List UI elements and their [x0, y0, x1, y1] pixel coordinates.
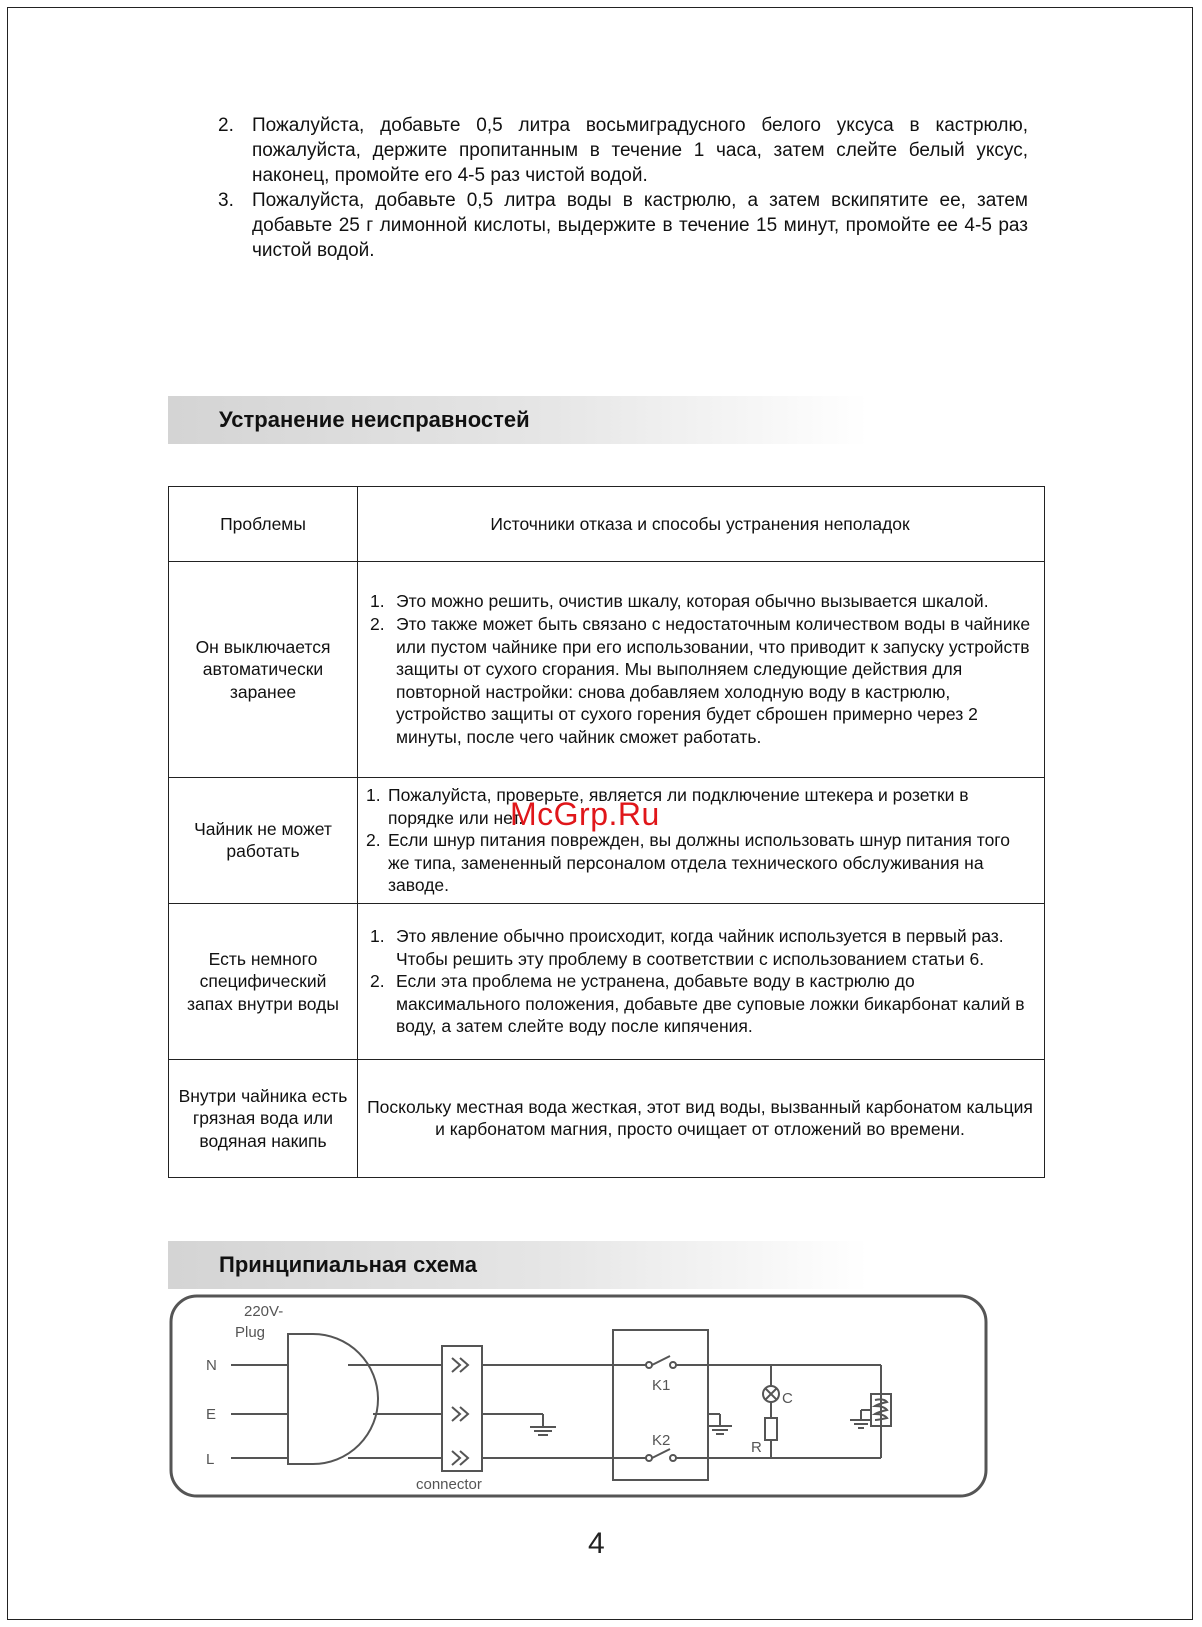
solution-item: 2. Это также может быть связано с недостаточным количеством воды в чайнике или пустом чайнике при его использовании, что приводит к запуску устройств защиты от сухого сгорания. Мы выполняем следующие действия для повторной настройки: снова добавляем холодную воду в кастрюлю, устройство защиты от сухого горения будет сброшен примерно через 2 минуты, после чего чайник сможет работать. [370, 614, 1031, 747]
header-solution: Источники отказа и способы устранения неполадок [358, 487, 1045, 562]
problem-cell: Есть немного специфический запах внутри воды [169, 903, 358, 1059]
label-c: C [782, 1390, 793, 1407]
intro-step: 2. Пожалуйста, добавьте 0,5 литра восьмиградусного белого уксуса в кастрюлю, пожалуйста, держите пропитанным в течение 1 часа, затем слейте белый уксус, наконец, промойте его 4-5 раз чистой водой. [218, 115, 1028, 186]
label-n: N [206, 1357, 217, 1374]
circuit-diagram [168, 1290, 998, 1510]
problem-cell: Чайник не может работать [169, 778, 358, 904]
resistor [765, 1418, 777, 1440]
label-connector: connector [416, 1476, 482, 1493]
problem-cell: Внутри чайника есть грязная вода или водяная накипь [169, 1059, 358, 1177]
problem-cell: Он выключается автоматически заранее [169, 562, 358, 778]
label-e: E [206, 1406, 217, 1423]
label-k2: K2 [652, 1432, 671, 1449]
table-header-row [169, 487, 1045, 562]
solution-item: 2. Если шнур питания поврежден, вы должны использовать шнур питания того же типа, замененный персоналом отдела технического обслуживания на заводе. [366, 830, 1011, 896]
page-number: 4 [588, 1527, 605, 1560]
diagram-frame [171, 1296, 986, 1496]
label-l: L [206, 1451, 215, 1468]
solution-cell: Поскольку местная вода жесткая, этот вид воды, вызванный карбонатом кальция и карбонатом магния, просто очищает от отложений во времени. [358, 1059, 1045, 1177]
intro-step-text: Пожалуйста, добавьте 0,5 литра восьмиградусного белого уксуса в кастрюлю, пожалуйста, держите пропитанным в течение 1 часа, затем слейте белый уксус, наконец, промойте его 4-5 раз чистой водой. [252, 115, 1028, 186]
troubleshooting-header [168, 396, 868, 444]
label-k1: K1 [652, 1377, 671, 1394]
watermark: McGrp.Ru [510, 796, 660, 832]
intro-steps [218, 113, 1028, 263]
solution-item: 1. Пожалуйста, проверьте, является ли подключение штекера и розетки в порядке или нет. [366, 785, 969, 828]
intro-step: 3. Пожалуйста, добавьте 0,5 литра воды в кастрюлю, а затем вскипятите ее, затем добавьте 25 г лимонной кислоты, выдержите в течение 15 минут, промойте ее 4-5 раз чистой водой. [218, 190, 1028, 261]
label-plug: Plug [235, 1324, 266, 1341]
solution-cell [358, 778, 1045, 904]
solution-item: 2. Если эта проблема не устранена, добавьте воду в кастрюлю до максимального положения, добавьте две суповые ложки бикарбонат калий в воду, а затем слейте воду после кипячения. [370, 971, 1025, 1037]
solution-cell [358, 903, 1045, 1059]
solution-item: 1. Это явление обычно происходит, когда чайник используется в первый раз. Чтобы решить эту проблему в соответствии с использованием статьи 6. [370, 925, 1004, 969]
table-row [169, 562, 1045, 778]
solution-item: 1. Это можно решить, очистив шкалу, которая обычно вызывается шкалой. [370, 591, 989, 612]
header-problem: Проблемы [169, 487, 358, 562]
label-voltage: 220V- [244, 1303, 284, 1320]
table-row [169, 903, 1045, 1059]
troubleshooting-title: Устранение неисправностей [219, 407, 530, 432]
solution-cell [358, 562, 1045, 778]
label-r: R [751, 1439, 762, 1456]
intro-step-text: Пожалуйста, добавьте 0,5 литра воды в кастрюлю, а затем вскипятите ее, затем добавьте 25 г лимонной кислоты, выдержите в течение 15 минут, промойте ее 4-5 раз чистой водой. [252, 190, 1028, 261]
table-row [169, 1059, 1045, 1177]
schema-header [168, 1241, 868, 1289]
schema-title: Принципиальная схема [219, 1252, 477, 1277]
plug-symbol [288, 1334, 378, 1464]
